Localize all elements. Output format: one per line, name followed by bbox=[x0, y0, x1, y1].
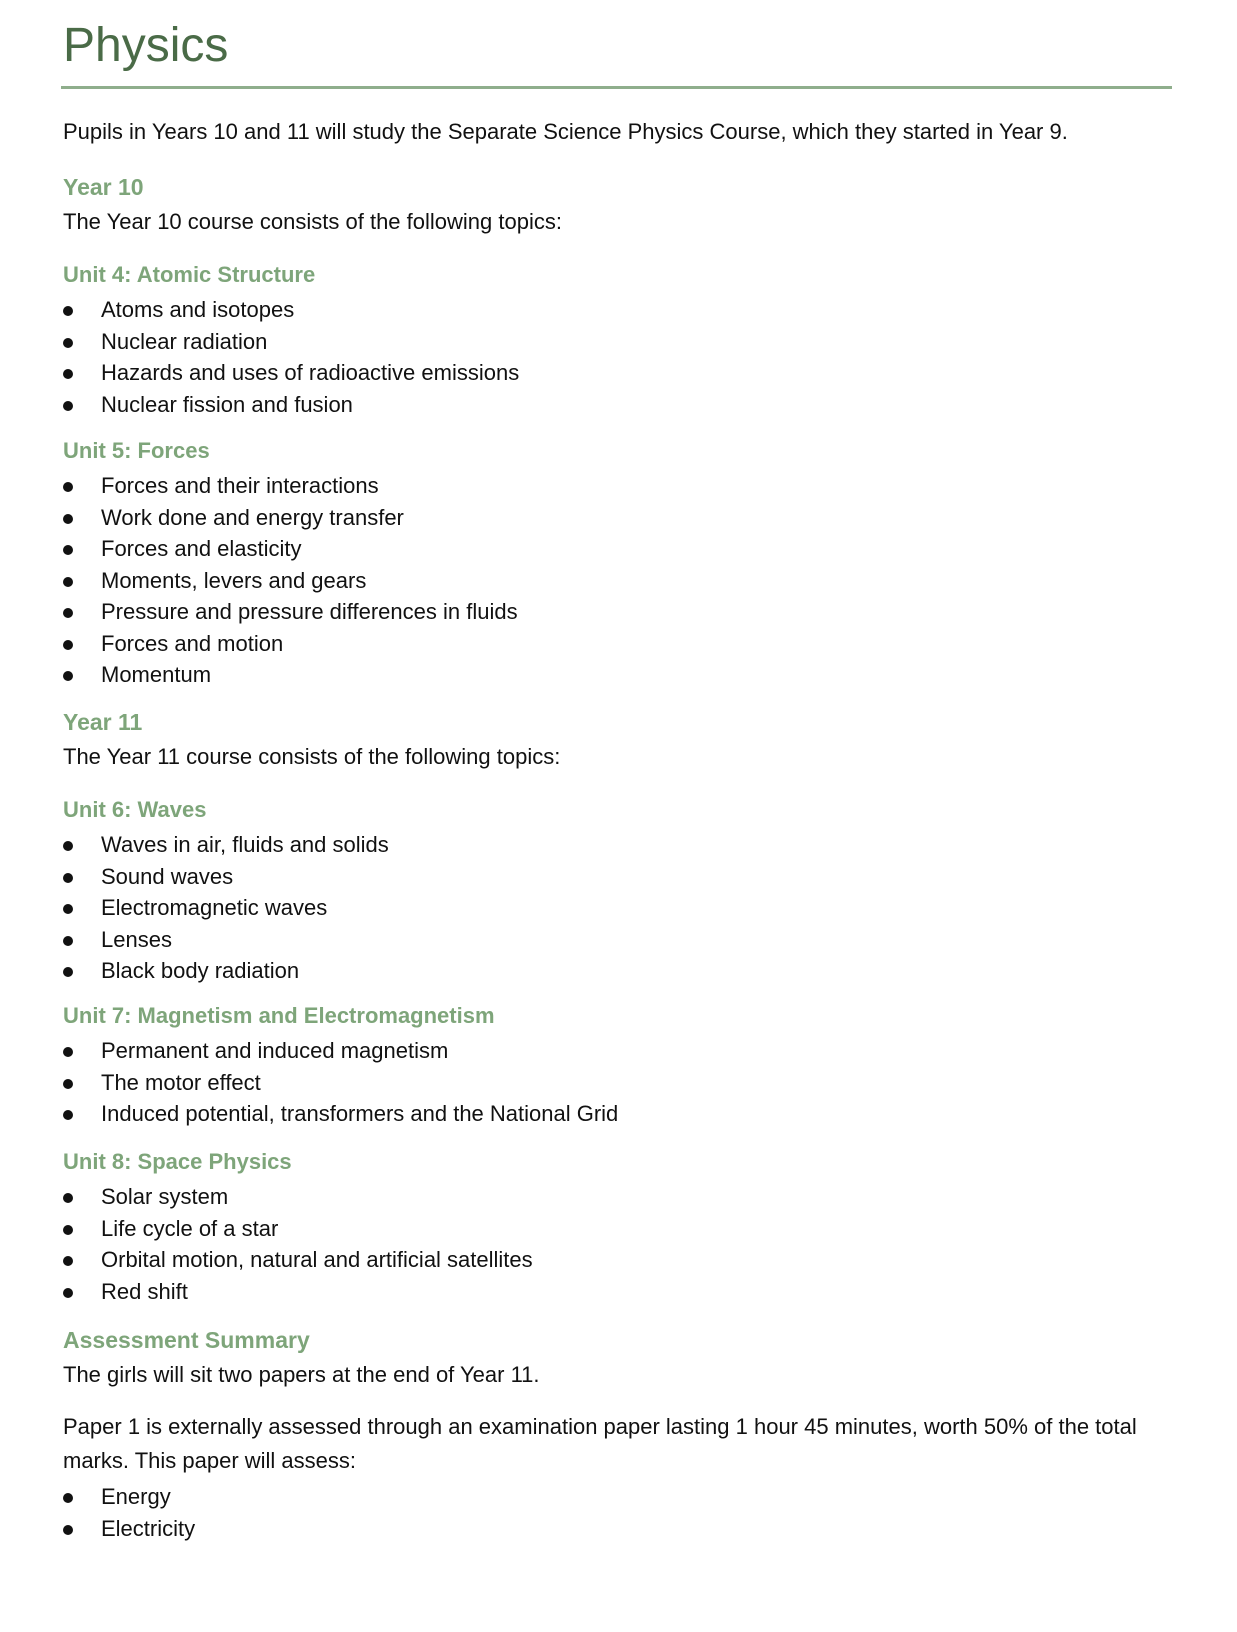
bullet-icon bbox=[63, 1225, 73, 1235]
title-underline bbox=[61, 86, 1172, 89]
list-item: Nuclear fission and fusion bbox=[63, 391, 519, 423]
unit-7-heading: Unit 7: Magnetism and Electromagnetism bbox=[63, 1003, 495, 1028]
bullet-icon bbox=[63, 514, 73, 524]
list-item: Moments, levers and gears bbox=[63, 567, 518, 599]
list-item: Work done and energy transfer bbox=[63, 504, 518, 536]
intro-paragraph: Pupils in Years 10 and 11 will study the Separate Science Physics Course, which they started in Year 9. bbox=[63, 119, 1068, 144]
assessment-paper-1-text: Paper 1 is externally assessed through an examination paper lasting 1 hour 45 minutes, worth 50% of the total marks. This paper will assess: bbox=[63, 1414, 1137, 1473]
list-item: Solar system bbox=[63, 1183, 533, 1215]
bullet-icon bbox=[63, 369, 73, 379]
bullet-icon bbox=[63, 1493, 73, 1503]
bullet-icon bbox=[63, 936, 73, 946]
unit-4-heading: Unit 4: Atomic Structure bbox=[63, 262, 316, 287]
assessment-intro: The girls will sit two papers at the end of Year 11. bbox=[63, 1362, 540, 1387]
list-item: Life cycle of a star bbox=[63, 1215, 533, 1247]
year-11-heading: Year 11 bbox=[63, 709, 143, 735]
unit-8-heading: Unit 8: Space Physics bbox=[63, 1149, 292, 1174]
bullet-icon bbox=[63, 1525, 73, 1535]
list-item: Forces and their interactions bbox=[63, 472, 518, 504]
list-item: Momentum bbox=[63, 661, 518, 693]
unit-4-topic-list bbox=[63, 296, 519, 422]
assessment-topic-list bbox=[63, 1483, 195, 1546]
bullet-icon bbox=[63, 545, 73, 555]
list-item: Induced potential, transformers and the National Grid bbox=[63, 1100, 618, 1132]
list-item: Sound waves bbox=[63, 863, 389, 895]
list-item: Electricity bbox=[63, 1515, 195, 1547]
list-item: Waves in air, fluids and solids bbox=[63, 831, 389, 863]
unit-7-topic-list bbox=[63, 1037, 618, 1132]
bullet-icon bbox=[63, 338, 73, 348]
bullet-icon bbox=[63, 873, 73, 883]
bullet-icon bbox=[63, 1110, 73, 1120]
assessment-heading: Assessment Summary bbox=[63, 1327, 310, 1353]
list-item: Forces and elasticity bbox=[63, 535, 518, 567]
list-item: Black body radiation bbox=[63, 957, 389, 989]
list-item: Nuclear radiation bbox=[63, 328, 519, 360]
list-item: Lenses bbox=[63, 926, 389, 958]
list-item: Electromagnetic waves bbox=[63, 894, 389, 926]
bullet-icon bbox=[63, 1193, 73, 1203]
bullet-icon bbox=[63, 967, 73, 977]
page-title: Physics bbox=[63, 19, 229, 72]
year-11-intro: The Year 11 course consists of the following topics: bbox=[63, 744, 561, 769]
bullet-icon bbox=[63, 1079, 73, 1089]
bullet-icon bbox=[63, 671, 73, 681]
bullet-icon bbox=[63, 640, 73, 650]
bullet-icon bbox=[63, 1288, 73, 1298]
unit-6-topic-list bbox=[63, 831, 389, 989]
unit-8-topic-list bbox=[63, 1183, 533, 1309]
bullet-icon bbox=[63, 841, 73, 851]
bullet-icon bbox=[63, 608, 73, 618]
year-10-intro: The Year 10 course consists of the following topics: bbox=[63, 209, 562, 234]
bullet-icon bbox=[63, 306, 73, 316]
list-item: Pressure and pressure differences in fluids bbox=[63, 598, 518, 630]
list-item: Permanent and induced magnetism bbox=[63, 1037, 618, 1069]
bullet-icon bbox=[63, 1047, 73, 1057]
bullet-icon bbox=[63, 904, 73, 914]
list-item: Energy bbox=[63, 1483, 195, 1515]
bullet-icon bbox=[63, 482, 73, 492]
list-item: Hazards and uses of radioactive emissions bbox=[63, 359, 519, 391]
bullet-icon bbox=[63, 577, 73, 587]
year-10-heading: Year 10 bbox=[63, 174, 144, 200]
list-item: Forces and motion bbox=[63, 630, 518, 662]
list-item: The motor effect bbox=[63, 1069, 618, 1101]
bullet-icon bbox=[63, 401, 73, 411]
unit-6-heading: Unit 6: Waves bbox=[63, 797, 207, 822]
unit-5-topic-list bbox=[63, 472, 518, 693]
list-item: Atoms and isotopes bbox=[63, 296, 519, 328]
list-item: Orbital motion, natural and artificial satellites bbox=[63, 1246, 533, 1278]
unit-5-heading: Unit 5: Forces bbox=[63, 438, 210, 463]
list-item: Red shift bbox=[63, 1278, 533, 1310]
bullet-icon bbox=[63, 1256, 73, 1266]
